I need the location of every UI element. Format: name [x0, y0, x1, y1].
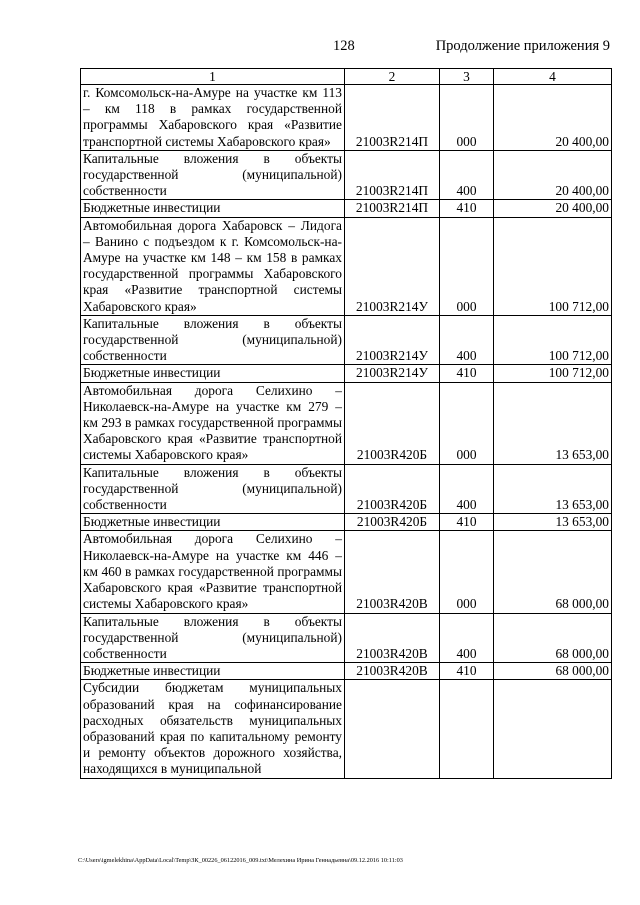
row-name: Капитальные вложения в объекты государственной (муниципальной) собственности — [81, 150, 345, 200]
row-amount: 13 653,00 — [494, 514, 612, 531]
row-name: Бюджетные инвестиции — [81, 365, 345, 382]
row-target-code: 21003R420В — [345, 531, 440, 613]
row-expense-type: 000 — [440, 85, 494, 151]
row-target-code: 21003R214П — [345, 85, 440, 151]
row-name: Субсидии бюджетам муниципальных образований края на софинансирование расходных обязательств муниципальных образований края по капитальному ремонту и ремонту объектов дорожного хозяйства, находящихся в муниципальной — [81, 680, 345, 778]
row-target-code: 21003R420Б — [345, 382, 440, 464]
column-header-4: 4 — [494, 69, 612, 85]
table-row — [81, 315, 612, 365]
table-row — [81, 85, 612, 151]
row-expense-type: 000 — [440, 217, 494, 315]
table-row — [81, 514, 612, 531]
budget-table — [80, 68, 612, 779]
row-amount: 20 400,00 — [494, 200, 612, 217]
table-row — [81, 531, 612, 613]
column-header-3: 3 — [440, 69, 494, 85]
row-amount: 68 000,00 — [494, 613, 612, 663]
row-target-code: 21003R214П — [345, 150, 440, 200]
row-target-code: 21003R214У — [345, 315, 440, 365]
row-target-code: 21003R214У — [345, 217, 440, 315]
row-target-code: 21003R420Б — [345, 514, 440, 531]
table-row — [81, 663, 612, 680]
row-expense-type: 400 — [440, 315, 494, 365]
row-amount: 20 400,00 — [494, 150, 612, 200]
table-row — [81, 464, 612, 514]
table-row — [81, 217, 612, 315]
table-row — [81, 382, 612, 464]
row-amount: 100 712,00 — [494, 217, 612, 315]
row-name: Капитальные вложения в объекты государственной (муниципальной) собственности — [81, 613, 345, 663]
table-row — [81, 365, 612, 382]
row-target-code: 21003R214У — [345, 365, 440, 382]
column-header-2: 2 — [345, 69, 440, 85]
row-expense-type: 410 — [440, 365, 494, 382]
row-amount: 68 000,00 — [494, 531, 612, 613]
row-amount: 68 000,00 — [494, 663, 612, 680]
row-expense-type: 400 — [440, 613, 494, 663]
row-target-code: 21003R420Б — [345, 464, 440, 514]
table-row — [81, 150, 612, 200]
row-expense-type: 000 — [440, 382, 494, 464]
column-header-1: 1 — [81, 69, 345, 85]
row-target-code — [345, 680, 440, 778]
row-name: Капитальные вложения в объекты государственной (муниципальной) собственности — [81, 315, 345, 365]
row-expense-type — [440, 680, 494, 778]
table-header-row — [81, 69, 612, 85]
row-amount: 20 400,00 — [494, 85, 612, 151]
row-name: Капитальные вложения в объекты государственной (муниципальной) собственности — [81, 464, 345, 514]
file-path-footer: C:\Users\igmelekhina\AppData\Local\Temp\ЗК_00226_06122016_009.txt\Мелехина Ирина Геннадьевна\09.12.2016 10:11:03 — [78, 857, 403, 864]
row-name: Бюджетные инвестиции — [81, 514, 345, 531]
table-row — [81, 200, 612, 217]
row-name: г. Комсомольск-на-Амуре на участке км 113 – км 118 в рамках государственной программы Хабаровского края «Развитие транспортной системы Хабаровского края» — [81, 85, 345, 151]
appendix-continuation-label: Продолжение приложения 9 — [435, 38, 610, 54]
row-expense-type: 400 — [440, 464, 494, 514]
row-expense-type: 000 — [440, 531, 494, 613]
page-number: 128 — [333, 38, 355, 54]
row-expense-type: 410 — [440, 663, 494, 680]
row-expense-type: 410 — [440, 514, 494, 531]
row-name: Автомобильная дорога Селихино – Николаевск-на-Амуре на участке км 446 – км 460 в рамках государственной программы Хабаровского края «Развитие транспортной системы Хабаровского края» — [81, 531, 345, 613]
row-name: Бюджетные инвестиции — [81, 663, 345, 680]
row-amount — [494, 680, 612, 778]
table-row — [81, 613, 612, 663]
row-expense-type: 410 — [440, 200, 494, 217]
row-amount: 13 653,00 — [494, 382, 612, 464]
row-name: Бюджетные инвестиции — [81, 200, 345, 217]
row-amount: 100 712,00 — [494, 315, 612, 365]
table-row — [81, 680, 612, 778]
row-target-code: 21003R420В — [345, 613, 440, 663]
row-name: Автомобильная дорога Хабаровск – Лидога – Ванино с подъездом к г. Комсомольск-на-Амуре на участке км 148 – км 158 в рамках государственной программы Хабаровского края «Развитие транспортной системы Хабаровского края» — [81, 217, 345, 315]
row-expense-type: 400 — [440, 150, 494, 200]
row-amount: 13 653,00 — [494, 464, 612, 514]
row-amount: 100 712,00 — [494, 365, 612, 382]
row-target-code: 21003R214П — [345, 200, 440, 217]
row-target-code: 21003R420В — [345, 663, 440, 680]
row-name: Автомобильная дорога Селихино – Николаевск-на-Амуре на участке км 279 – км 293 в рамках государственной программы Хабаровского края «Развитие транспортной системы Хабаровского края» — [81, 382, 345, 464]
